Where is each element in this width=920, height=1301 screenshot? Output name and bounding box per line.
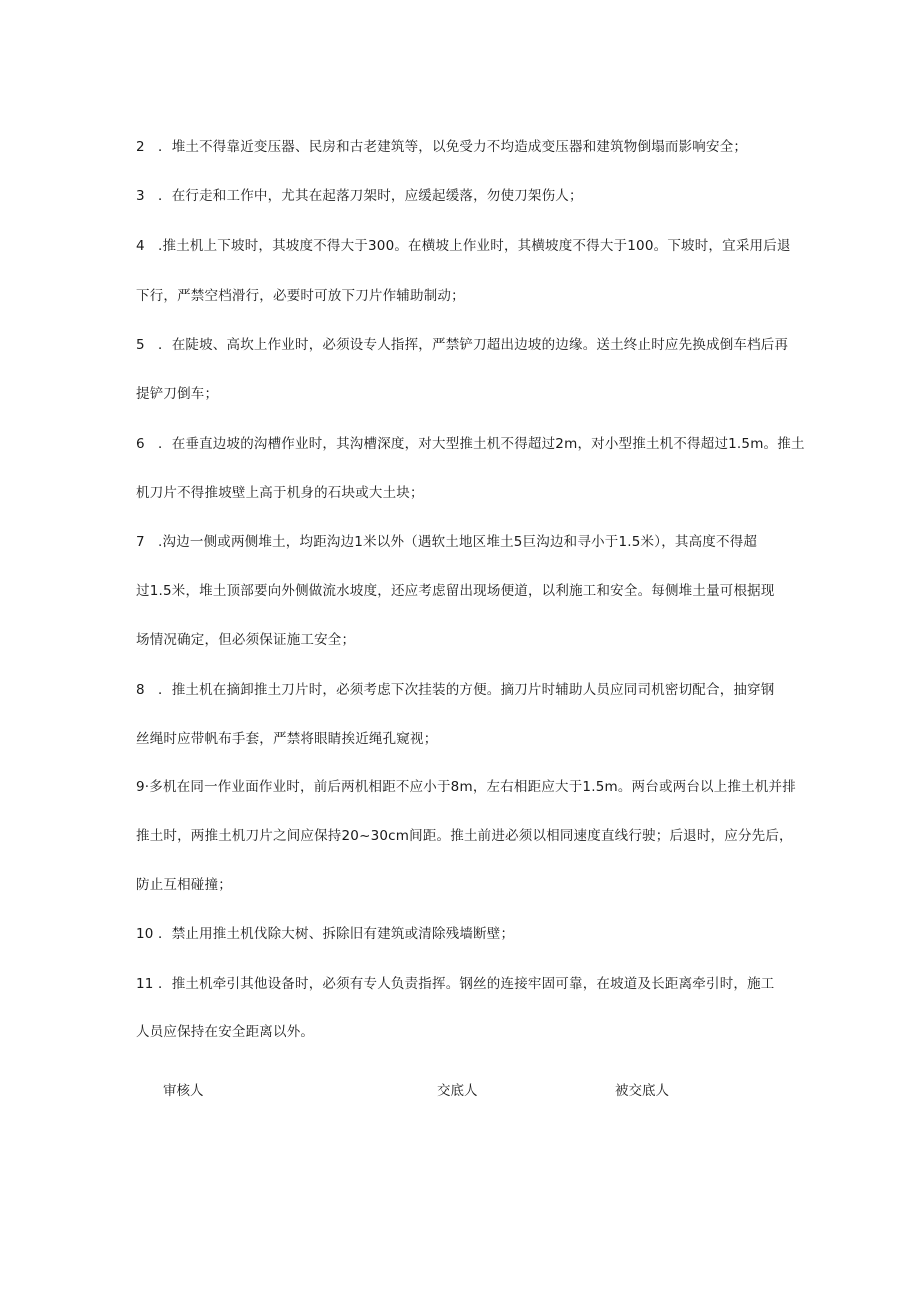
- item-2-line-1: 2 ．堆土不得靠近变压器、民房和古老建筑等，以免受力不均造成变压器和建筑物倒塌而影响安全；: [136, 139, 748, 155]
- recipient-signature-label: 被交底人: [615, 1083, 669, 1099]
- item-4-line-2: 下行，严禁空档滑行，必要时可放下刀片作辅助制动；: [136, 288, 465, 304]
- item-number: 9: [136, 779, 145, 795]
- item-7-line-3: 场情况确定，但必须保证施工安全；: [136, 632, 356, 648]
- item-7-line-2: 过1.5米，堆土顶部要向外侧做流水坡度，还应考虑留出现场便道，以利施工和安全。每侧堆土量可根据现: [136, 583, 775, 599]
- item-3-line-1: 3 ．在行走和工作中，尤其在起落刀架时，应缓起缓落，勿使刀架伤人；: [136, 188, 583, 204]
- item-number: 8: [136, 682, 145, 698]
- item-number: 7: [136, 534, 145, 550]
- item-5-line-1: 5 ．在陡坡、高坎上作业时，必须设专人指挥，严禁铲刀超出边坡的边缘。送土终止时应先换成倒车档后再: [136, 337, 789, 353]
- item-11-line-2: 人员应保持在安全距离以外。: [136, 1024, 315, 1040]
- reviewer-signature-label: 审核人: [163, 1083, 204, 1099]
- item-8-line-2: 丝绳时应带帆布手套，严禁将眼睛挨近绳孔窥视；: [136, 731, 438, 747]
- item-number: 6: [136, 436, 145, 452]
- item-11-line-1: 11 ．推土机牵引其他设备时，必须有专人负责指挥。钢丝的连接牢固可靠，在坡道及长距离牵引时，施工: [136, 976, 775, 992]
- item-9-line-1: 9·多机在同一作业面作业时，前后两机相距不应小于8m，左右相距应大于1.5m。两台或两台以上推土机并排: [136, 779, 796, 795]
- item-10-line-1: 10 ．禁止用推土机伐除大树、拆除旧有建筑或清除残墙断壁；: [136, 926, 515, 942]
- item-number: 5: [136, 337, 145, 353]
- item-number: 11: [136, 976, 154, 992]
- item-7-line-1: 7 .沟边一侧或两侧堆土，均距沟边1米以外（遇软土地区堆土5巨沟边和寻小于1.5米），其高度不得超: [136, 534, 758, 550]
- item-number: 4: [136, 238, 145, 254]
- item-number: 2: [136, 139, 145, 155]
- item-8-line-1: 8 ．推土机在摘卸推土刀片时，必须考虑下次挂装的方便。摘刀片时辅助人员应同司机密切配合，抽穿钢: [136, 682, 775, 698]
- item-9-line-2: 推土时，两推土机刀片之间应保持20~30cm间距。推土前进必须以相同速度直线行驶；后退时，应分先后，: [136, 828, 793, 844]
- item-number: 10: [136, 926, 154, 942]
- item-9-line-3: 防止互相碰撞；: [136, 877, 232, 893]
- item-number: 3: [136, 188, 145, 204]
- item-4-line-1: 4 .推土机上下坡时，其坡度不得大于300。在横坡上作业时，其横坡度不得大于100。下坡时，宜采用后退: [136, 238, 791, 254]
- item-6-line-2: 机刀片不得推坡壁上高于机身的石块或大土块；: [136, 485, 424, 501]
- discloser-signature-label: 交底人: [437, 1083, 478, 1099]
- item-5-line-2: 提铲刀倒车；: [136, 386, 219, 402]
- item-6-line-1: 6 ．在垂直边坡的沟槽作业时，其沟槽深度，对大型推土机不得超过2m，对小型推土机不得超过1.5m。推土: [136, 436, 805, 452]
